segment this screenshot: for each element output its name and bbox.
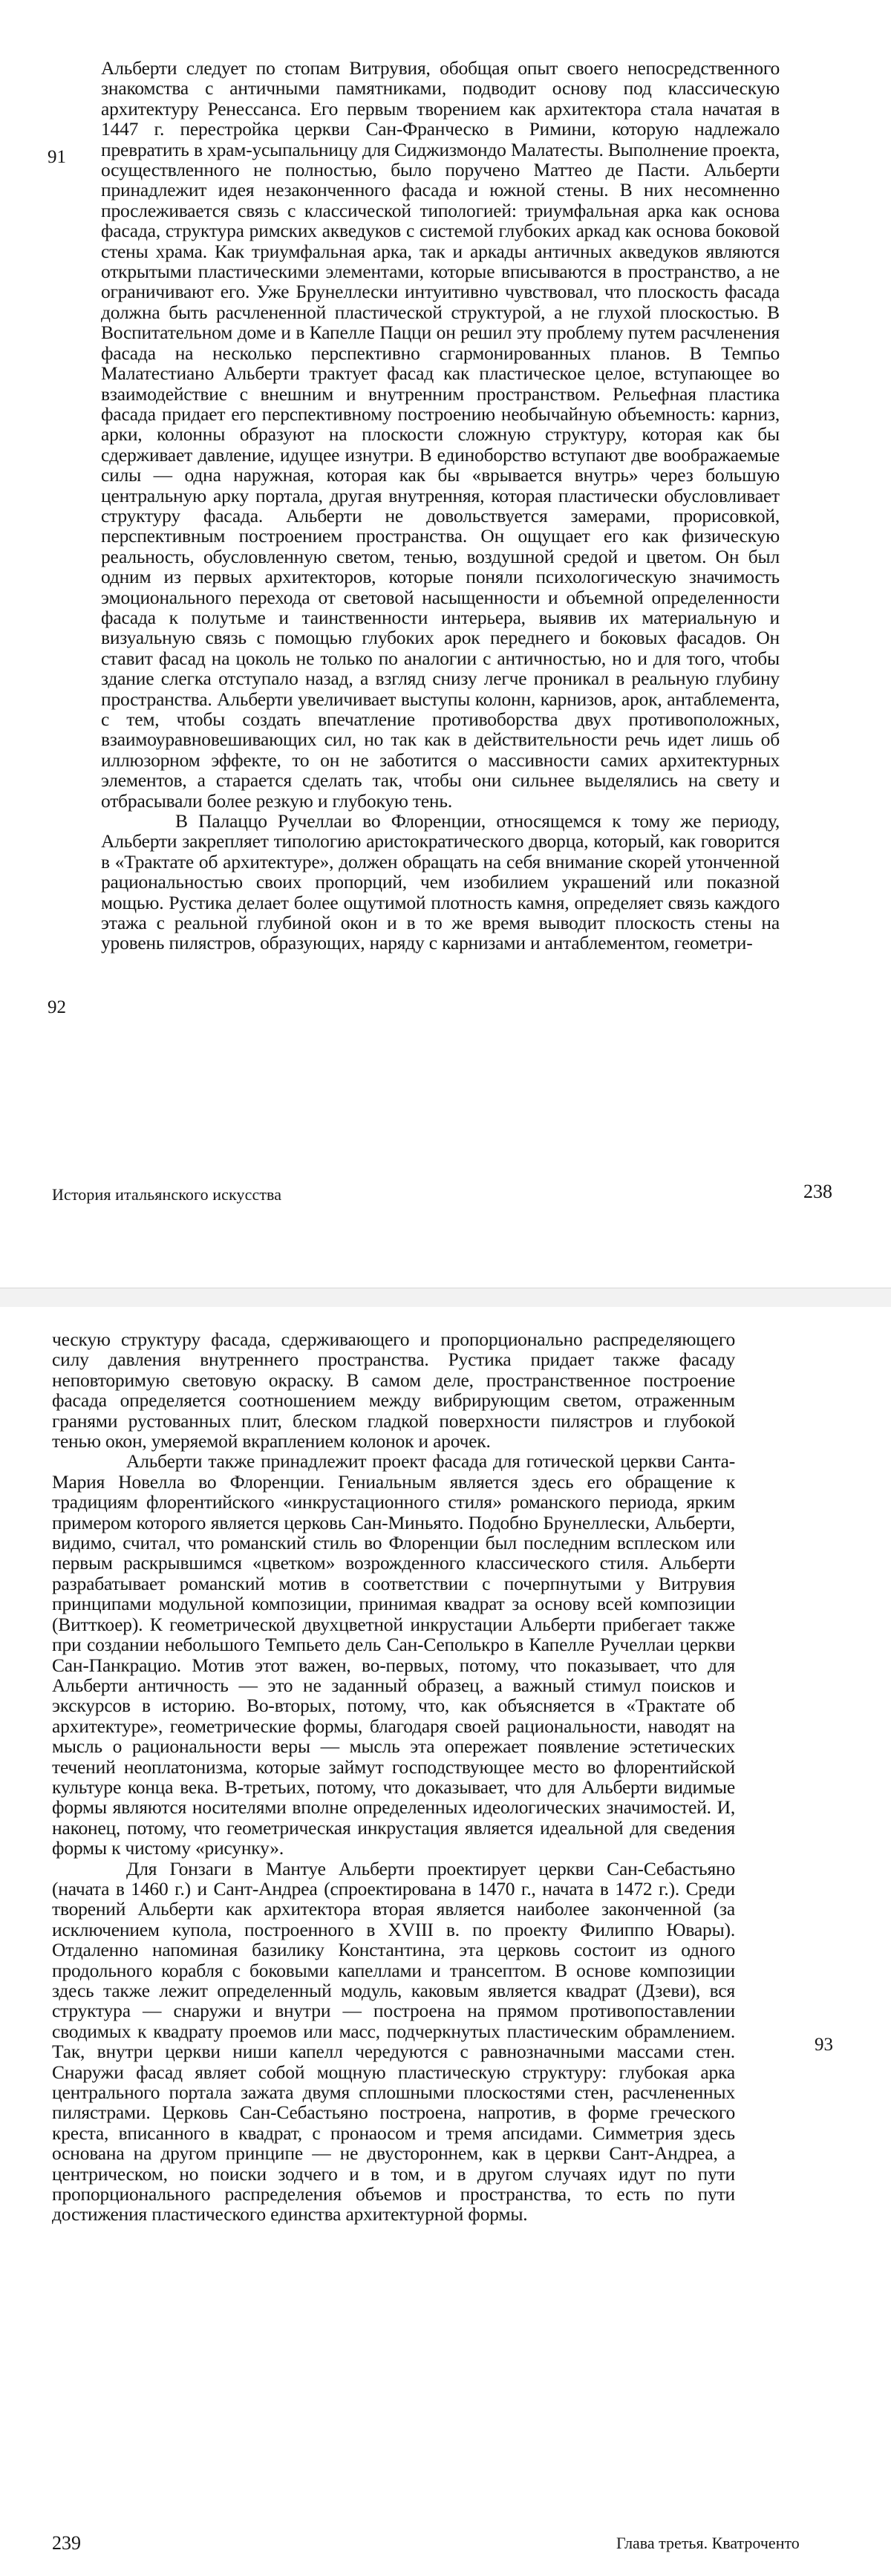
- page-239: [0, 1307, 891, 2576]
- running-footer: История итальянского искусства: [52, 1185, 282, 1204]
- running-footer: Глава третья. Кватроченто: [616, 2534, 800, 2552]
- paragraph: Для Гонзаги в Мантуе Альберти проектирует церкви Сан-Себастьяно (начата в 1460 г.) и Сант-Андреа (спроектирована в 1470 г., начата в 1472 г.). Среди творений Альберти как архитектора вторая является наиболее законченной (за исключением купола, построенного в XVIII в. по проекту Филиппо Ювары). Отдаленно напоминая базилику Константина, эта церковь состоит из одного продольного корабля с боковыми капеллами и трансептом. В основе композиции здесь также лежит определенный модуль, каковым является квадрат (Дзеви), вся структура — снаружи и внутри — построена на прямом противопоставлении сводимых к квадрату проемов или масс, подчеркнутых пластическим обрамлением. Так, внутри церкви ниши капелл чередуются с равнозначными массами стен. Снаружи фасад являет собой мощную пластическую структуру: глубокая арка центрального портала зажата двумя сплошными плоскостями стен, расчлененных пилястрами. Церковь Сан-Себастьяно построена, напротив, в форме греческого креста, вписанного в квадрат, с пронаосом и тремя апсидами. Симметрия здесь основана на другом принципе — не двустороннем, как в церкви Сант-Андреа, а центрическом, но поиски зодчего и в том, и в другом случаях идут по пути пропорционального распределения объемов и пространства, то есть по пути достижения пластического единства архитектурной формы.: [52, 1857, 735, 2226]
- margin-number: 92: [48, 997, 66, 1017]
- margin-number: 93: [815, 2035, 833, 2055]
- paragraph: Альберти также принадлежит проект фасада для готической церкви Санта-Мария Новелла во Флоренции. Гениальным является здесь его обращение к традициям флорентийского «инкрустационного стиля» романского периода, ярким примером которого является церковь Сан-Миньято. Подобно Брунеллески, Альберти, видимо, считал, что романский стиль во Флоренции был последним всплеском или первым раскрывшимся «цветком» возрожденного классического стиля. Альберти разрабатывает романский мотив в соответствии с почерпнутыми у Витрувия принципами модульной композиции, принимая квадрат за основу всей композиции (Витткоер). К геометрической двухцветной инкрустации Альберти прибегает также при создании небольшого Темпьето дель Сан-Сеполькро в Капелле Ручеллаи церкви Сан-Панкрацио. Мотив этот важен, во-первых, потому, что показывает, что для Альберти античность — это не заданный образец, а важный стимул поисков и экскурсов в историю. Во-вторых, потому, что, как объясняется в «Трактате об архитектуре», геометрические формы, благодаря своей рациональности, наводят на мысль о рациональности веры — мысль эта опережает появление эстетических течений неоплатонизма, которые займут господствующее место во флорентийской культуре конца века. В-третьих, потому, что доказывает, что для Альберти видимые формы являются носителями вполне определенных идеологических значимостей. И, наконец, потому, что геометрическая инкрустация является идеальной для сведения формы к чистому «рисунку».: [52, 1450, 735, 1859]
- paragraph: Альберти следует по стопам Витрувия, обобщая опыт своего непосредственного знакомства с античными памятниками, подводит основу под классическую архитектуру Ренессанса. Его первым творением как архитектора стала начатая в 1447 г. перестройка церкви Сан-Франческо в Римини, которую надлежало превратить в храм-усыпальницу для Сиджизмондо Малатесты. Выполнение проекта, осуществленного не полностью, было поручено Маттео де Пасти. Альберти принадлежит идея незаконченного фасада и южной стены. В них несомненно прослеживается связь с классической типологией: триумфальная арка как основа фасада, структура римских акведуков с системой глубоких аркад как основа боковой стены храма. Как триумфальная арка, так и аркады античных акведуков являются открытыми пластическими элементами, которые вписываются в пространство, а не ограничивают его. Уже Брунеллески интуитивно чувствовал, что плоскость фасада должна быть расчлененной пластической структурой, а не глухой плоскостью. В Воспитательном доме и в Капелле Пацци он решил эту проблему путем расчленения фасада на несколько перспективно сгармонированных планов. В Темпьо Малатестиано Альберти трактует фасад как пластическое целое, вступающее во взаимодействие с внешним и внутренним пространством. Рельефная пластика фасада придает его перспективному построению необычайную объемность: карниз, арки, колонны образуют на плоскости сложную структуру, которая как бы сдерживает давление, идущее изнутри. В единоборство вступают две воображаемые силы — одна наружная, которая как бы «врывается внутрь» через большую центральную арку портала, другая внутренняя, которая пластически обусловливает структуру фасада. Альберти не довольствуется замерами, прорисовкой, перспективным построением пространства. Он ощущает его как физическую реальность, обусловленную светом, тенью, воздушной средой и цветом. Он был одним из первых архитекторов, которые поняли психологическую значимость эмоционального перехода от световой насыщенности и объемной определенности фасада к полутьме и таинственности интерьера, выявив их материальную и визуальную связь с помощью глубоких арок переднего и боковых фасадов. Он ставит фасад на цоколь не только по аналогии с античностью, но и для того, чтобы здание слегка отступало назад, а взгляд снизу легче проникал в реальную глубину пространства. Альберти увеличивает выступы колонн, карнизов, арок, антаблемента, с тем, чтобы создать впечатление противоборства двух противоположных, взаимоуравновешивающих сил, но так как в действительности речь идет лишь об иллюзорном эффекте, то он не заботится о массивности самих архитектурных элементов, а старается сделать так, чтобы они сильнее выделялись на свету и отбрасывали более резкую и глубокую тень.: [101, 57, 780, 812]
- page-number: 239: [52, 2532, 81, 2554]
- page-number: 238: [803, 1181, 832, 1202]
- paragraph: ческую структуру фасада, сдерживающего и пропорционально распределяющего силу давления внутреннего пространства. Рустика придает также фасаду неповторимую световую окраску. В самом деле, пространственное построение фасада определяется соотношением между вибрирующим светом, отраженным гранями рустованных плит, блеском гладкой поверхности пилястров и глубокой тенью окон, умеряемой вкраплением колонок и арочек.: [52, 1328, 735, 1452]
- body-text: [52, 1329, 735, 2225]
- page-separator: [0, 1288, 891, 1308]
- body-text: [101, 58, 780, 953]
- margin-number: 91: [48, 147, 66, 167]
- paragraph: В Палаццо Ручеллаи во Флоренции, относящемся к тому же периоду, Альберти закрепляет типологию аристократического дворца, который, как говорится в «Трактате об архитектуре», должен обращать на себя внимание скорей утонченной рациональностью своих пропорций, чем изобилием украшений или показной мощью. Рустика делает более ощутимой плотность камня, определяет связь каждого этажа с реальной глубиной окон и в то же время выводит плоскость стены на уровень пилястров, образующих, наряду с карнизами и антаблементом, геометри-: [101, 810, 780, 954]
